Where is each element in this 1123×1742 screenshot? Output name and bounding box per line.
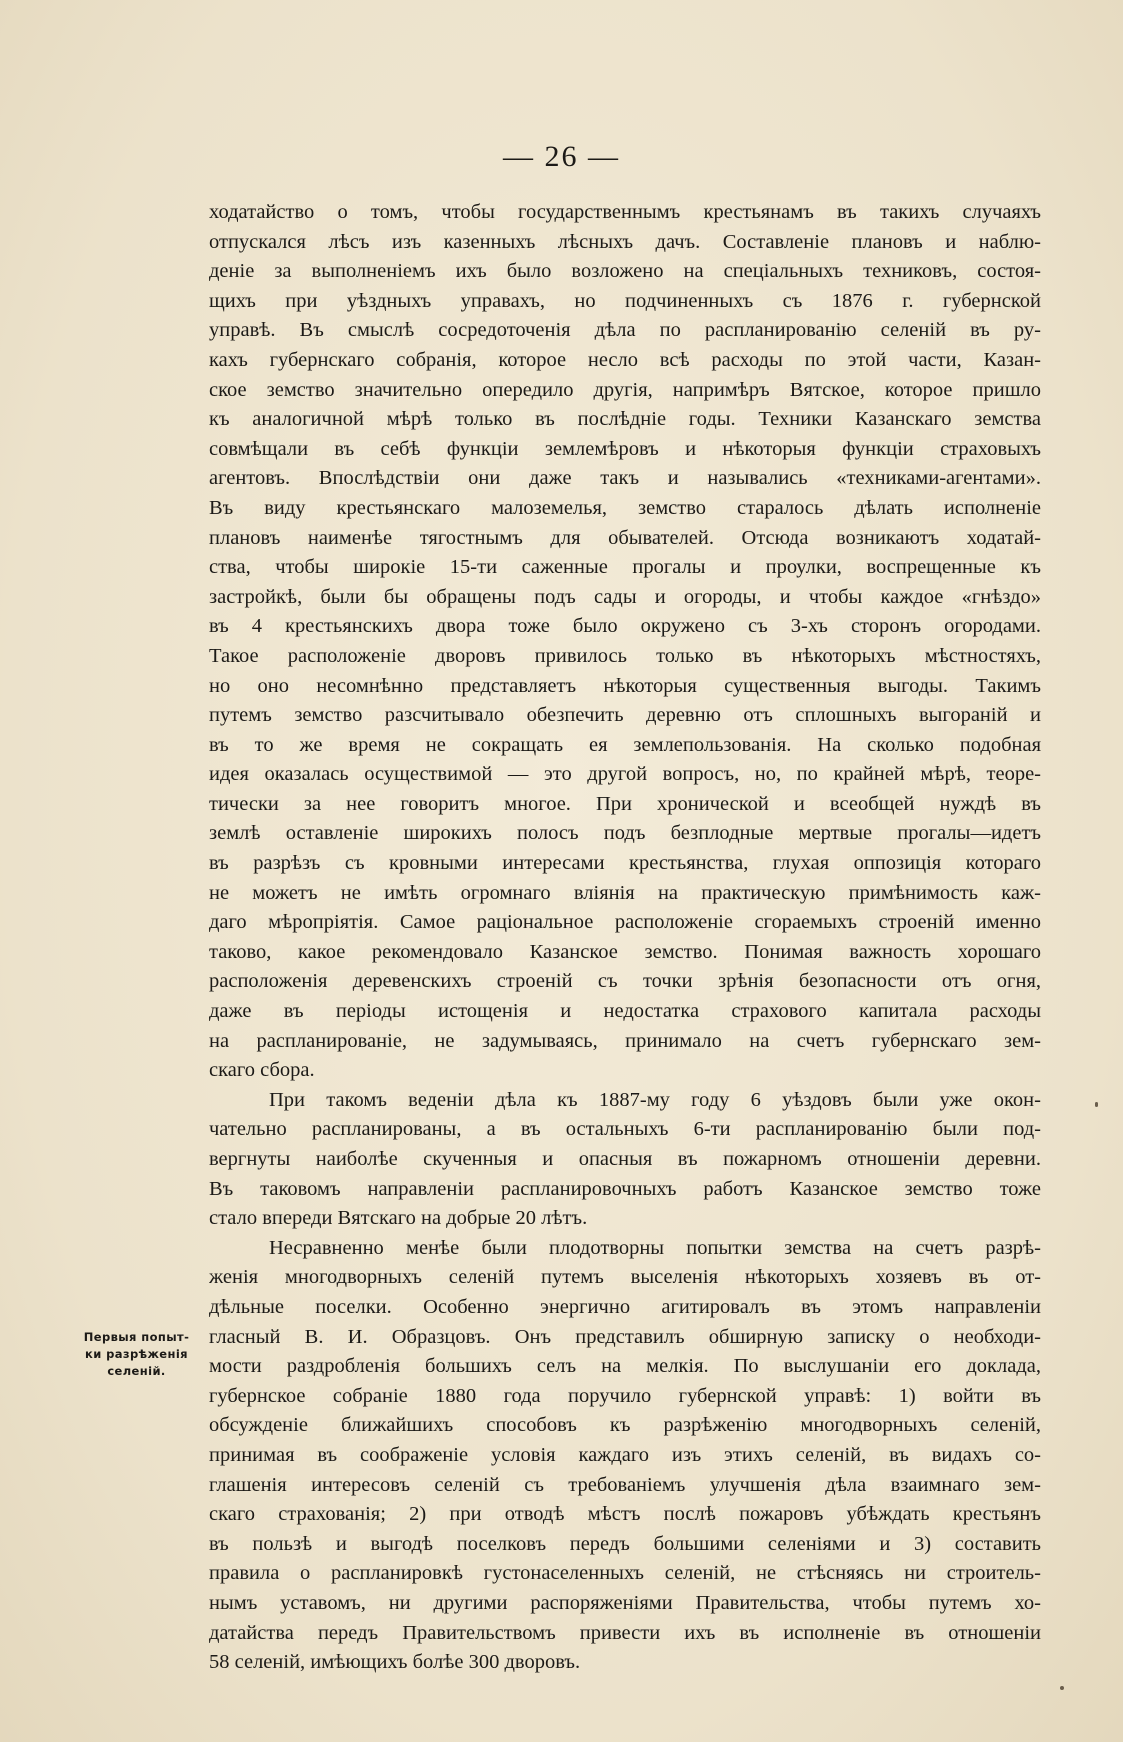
text-line: обсужденіе ближайшихъ способовъ къ разрѣженію многодворныхъ селеній, [209, 1414, 1041, 1437]
text-line: ства, чтобы широкіе 15-ти саженные прогалы и проулки, воспрещенные къ [209, 556, 1041, 579]
text-line: принимая въ соображеніе условія каждаго изъ этихъ селеній, въ видахъ со- [209, 1443, 1041, 1466]
ink-speck [1060, 1686, 1064, 1690]
text-line: даго мѣропріятія. Самое раціональное расположеніе сгораемыхъ строеній именно [209, 911, 1041, 934]
margin-note-line: селеній. [107, 1364, 166, 1378]
text-line: щихъ при уѣздныхъ управахъ, но подчиненныхъ съ 1876 г. губернской [209, 289, 1041, 312]
text-line: датайства передъ Правительствомъ привести ихъ въ исполненіе въ отношеніи [209, 1621, 1041, 1644]
text-line: агентовъ. Впослѣдствіи они даже такъ и назывались «техниками-агентами». [209, 467, 1041, 490]
text-line: къ аналогичной мѣрѣ только въ послѣдніе годы. Техники Казанскаго земства [209, 408, 1041, 431]
text-line: въ пользѣ и выгодѣ поселковъ передъ большими селеніями и 3) составить [209, 1532, 1041, 1555]
text-line: въ 4 крестьянскихъ двора тоже было окружено съ 3-хъ сторонъ огородами. [209, 615, 1041, 638]
text-line: путемъ земство разсчитывало обезпечить деревню отъ сплошныхъ выгораній и [209, 704, 1041, 727]
text-line: на распланированіе, не задумываясь, принимало на счетъ губернскаго зем- [209, 1029, 1041, 1052]
text-line: вергнуты наиболѣе скученныя и опасныя въ пожарномъ отношеніи деревни. [209, 1148, 1041, 1170]
ink-speck [1095, 1102, 1098, 1107]
text-line: гласный В. И. Образцовъ. Онъ представилъ обширную записку о необходи- [209, 1325, 1041, 1348]
text-line: совмѣщали въ себѣ функціи землемѣровъ и нѣкоторыя функціи страховыхъ [209, 437, 1041, 460]
text-line: не можетъ не имѣть огромнаго вліянія на практическую примѣнимость каж- [209, 881, 1041, 904]
text-line: женія многодворныхъ селеній путемъ выселенія нѣкоторыхъ хозяевъ въ от- [209, 1266, 1041, 1289]
text-line: но оно несомнѣнно представляетъ нѣкоторыя существенныя выгоды. Такимъ [209, 674, 1041, 697]
text-line: ходатайство о томъ, чтобы государственнымъ крестьянамъ въ такихъ случаяхъ [209, 201, 1041, 223]
text-line: Въ виду крестьянскаго малоземелья, земство старалось дѣлать исполненіе [209, 496, 1041, 519]
text-line: расположенія деревенскихъ строеній съ точки зрѣнія безопасности отъ огня, [209, 970, 1041, 993]
body-text [209, 198, 1041, 1678]
text-line: даже въ періоды истощенія и недостатка страхового капитала расходы [209, 1000, 1041, 1023]
text-line: губернское собраніе 1880 года поручило губернской управѣ: 1) войти въ [209, 1384, 1041, 1407]
text-line: дѣльные поселки. Особенно энергично агитировалъ въ этомъ направленіи [209, 1295, 1041, 1318]
text-line: землѣ оставленіе широкихъ полосъ подъ безплодные мертвые прогалы—идетъ [209, 822, 1041, 845]
text-line: кахъ губернскаго собранія, которое несло всѣ расходы по этой части, Казан- [209, 348, 1041, 371]
page-number: — 26 — [503, 140, 620, 173]
text-line: идея оказалась осуществимой — это другой вопросъ, но, по крайней мѣрѣ, теоре- [209, 763, 1041, 786]
text-line: плановъ наименѣе тягостнымъ для обывателей. Отсюда возникаютъ ходатай- [209, 526, 1041, 549]
text-line: скаго страхованія; 2) при отводѣ мѣстъ послѣ пожаровъ убѣждать крестьянъ [209, 1503, 1041, 1526]
text-line: мости раздробленія большихъ селъ на мелкія. По выслушаніи его доклада, [209, 1355, 1041, 1378]
text-line: ское земство значительно опередило другія, напримѣръ Вятское, которое пришло [209, 378, 1041, 401]
text-line: управѣ. Въ смыслѣ сосредоточенія дѣла по распланированію селеній въ ру- [209, 319, 1041, 342]
text-line: тически за нее говоритъ многое. При хронической и всеобщей нуждѣ въ [209, 792, 1041, 815]
text-line: Въ таковомъ направленіи распланировочныхъ работъ Казанское земство тоже [209, 1177, 1041, 1200]
text-line: 58 селеній, имѣющихъ болѣе 300 дворовъ. [209, 1651, 581, 1674]
text-line: застройкѣ, были бы обращены подъ сады и огороды, и чтобы каждое «гнѣздо» [209, 585, 1041, 608]
margin-note [64, 1329, 209, 1380]
margin-note-line: ки разрѣженія [85, 1347, 188, 1361]
text-line: стало впереди Вятскаго на добрые 20 лѣтъ. [209, 1207, 588, 1230]
margin-note-line: Первыя попыт- [83, 1330, 190, 1344]
text-line: въ разрѣзъ съ кровными интересами крестьянства, глухая оппозиція котораго [209, 852, 1041, 875]
text-line: отпускался лѣсъ изъ казенныхъ лѣсныхъ дачъ. Составленіе плановъ и наблю- [209, 230, 1041, 253]
text-line: деніе за выполненіемъ ихъ было возложено на спеціальныхъ техниковъ, состоя- [209, 260, 1041, 283]
text-line: При такомъ веденіи дѣла къ 1887-му году 6 уѣздовъ были уже окон- [269, 1088, 1041, 1111]
text-line: глашенія интересовъ селеній съ требованіемъ улучшенія дѣла взаимнаго зем- [209, 1473, 1041, 1496]
text-line: чательно распланированы, а въ остальныхъ 6-ти распланированію были под- [209, 1118, 1041, 1141]
text-line: нымъ уставомъ, ни другими распоряженіями Правительства, чтобы путемъ хо- [209, 1591, 1041, 1614]
text-line: Несравненно менѣе были плодотворны попытки земства на счетъ разрѣ- [269, 1236, 1041, 1259]
text-line: въ то же время не сокращать ея землепользованія. На сколько подобная [209, 733, 1041, 756]
text-line: таково, какое рекомендовало Казанское земство. Понимая важность хорошаго [209, 940, 1041, 963]
text-line: правила о распланировкѣ густонаселенныхъ селеній, не стѣсняясь ни строитель- [209, 1562, 1041, 1585]
text-line: скаго сбора. [209, 1059, 315, 1082]
text-line: Такое расположеніе дворовъ привилось только въ нѣкоторыхъ мѣстностяхъ, [209, 644, 1041, 667]
